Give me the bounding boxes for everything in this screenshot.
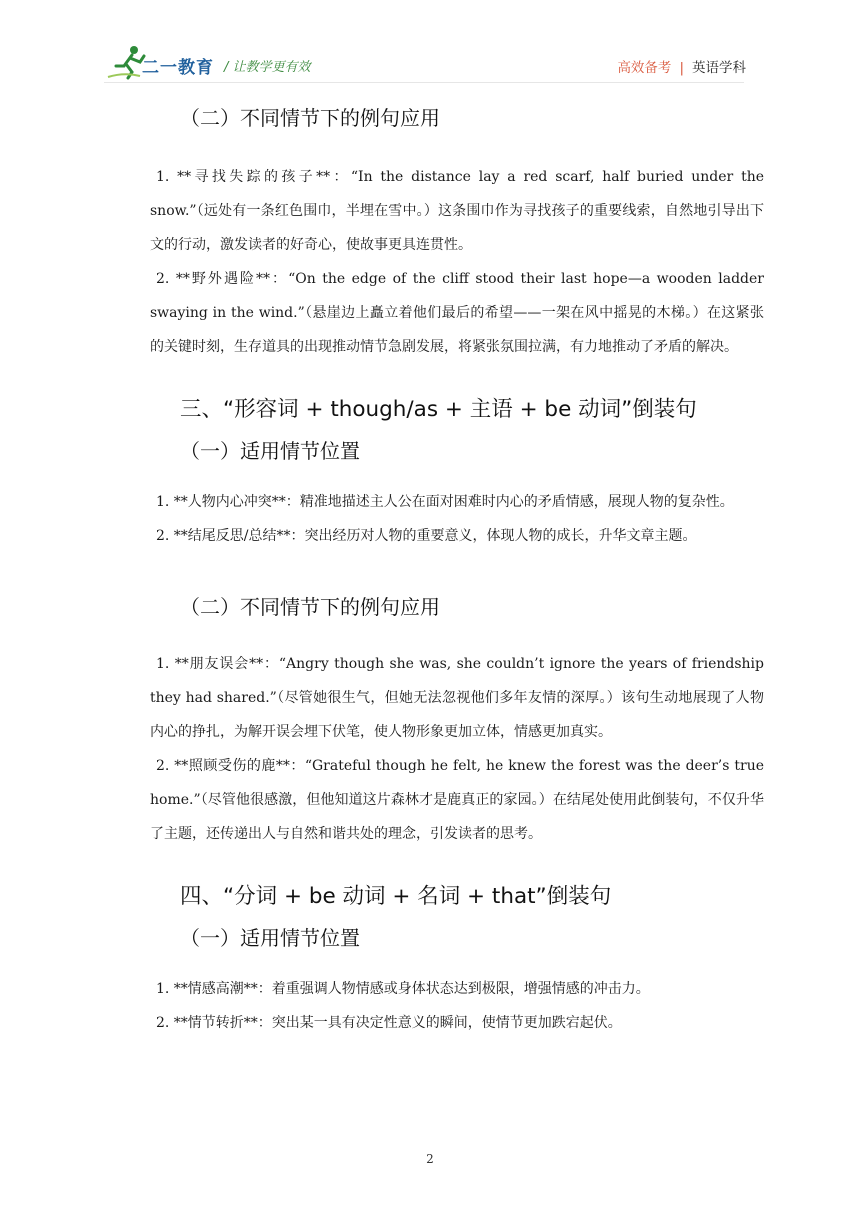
brand-slogan: / 让教学更有效 <box>224 60 311 75</box>
document-body <box>150 100 764 1040</box>
header-tag-secondary: 英语学科 <box>692 60 746 76</box>
header-separator: | <box>679 60 684 76</box>
example-paragraph: 1. **朋友误会**：“Angry though she was, she couldn’t ignore the years of friendship they had shared.”（尽管她很生气，但她无法忽视他们多年友情的深厚。）该句生动地展现了人物内心的挣扎，为解开误会埋下伏笔，使人物形象更加立体，情感更加真实。 <box>150 656 764 740</box>
subsection-heading: （一）适用情节位置 <box>180 439 360 463</box>
header-divider <box>104 82 744 83</box>
subsection-heading: （一）适用情节位置 <box>180 926 360 950</box>
bullet-paragraph: 2. **情节转折**：突出某一具有决定性意义的瞬间，使情节更加跌宕起伏。 <box>156 1015 622 1031</box>
header-tag-primary: 高效备考 <box>617 60 672 76</box>
section-heading: 三、“形容词 + though/as + 主语 + be 动词”倒装句 <box>180 397 697 422</box>
page-header <box>0 0 860 90</box>
section-heading: 四、“分词 + be 动词 + 名词 + that”倒装句 <box>180 884 612 909</box>
page-number: 2 <box>426 1152 434 1166</box>
example-paragraph: 1. **寻找失踪的孩子**：“In the distance lay a red scarf, half buried under the snow.”（远处有一条红色围巾，半埋在雪中。）这条围巾作为寻找孩子的重要线索，自然地引导出下文的行动，激发读者的好奇心，使故事更具连贯性。 <box>150 169 764 253</box>
bullet-paragraph: 1. **情感高潮**：着重强调人物情感或身体状态达到极限，增强情感的冲击力。 <box>156 981 650 997</box>
bullet-paragraph: 1. **人物内心冲突**：精准地描述主人公在面对困难时内心的矛盾情感，展现人物的复杂性。 <box>156 494 734 510</box>
example-paragraph: 2. **野外遇险**：“On the edge of the cliff stood their last hope—a wooden ladder swaying in the wind.”（悬崖边上矗立着他们最后的希望——一架在风中摇晃的木梯。）在这紧张的关键时刻，生存道具的出现推动情节急剧发展，将紧张氛围拉满，有力地推动了矛盾的解决。 <box>150 271 764 355</box>
header-subject <box>617 56 746 76</box>
brand-logo-text: 二一教育 <box>142 58 214 78</box>
subsection-heading: （二）不同情节下的例句应用 <box>180 106 440 130</box>
example-paragraph: 2. **照顾受伤的鹿**：“Grateful though he felt, he knew the forest was the deer’s true home.”（尽管他很感激，但他知道这片森林才是鹿真正的家园。）在结尾处使用此倒装句，不仅升华了主题，还传递出人与自然和谐共处的理念，引发读者的思考。 <box>150 758 764 842</box>
bullet-paragraph: 2. **结尾反思/总结**：突出经历对人物的重要意义，体现人物的成长，升华文章主题。 <box>156 528 697 544</box>
subsection-heading: （二）不同情节下的例句应用 <box>180 595 440 619</box>
